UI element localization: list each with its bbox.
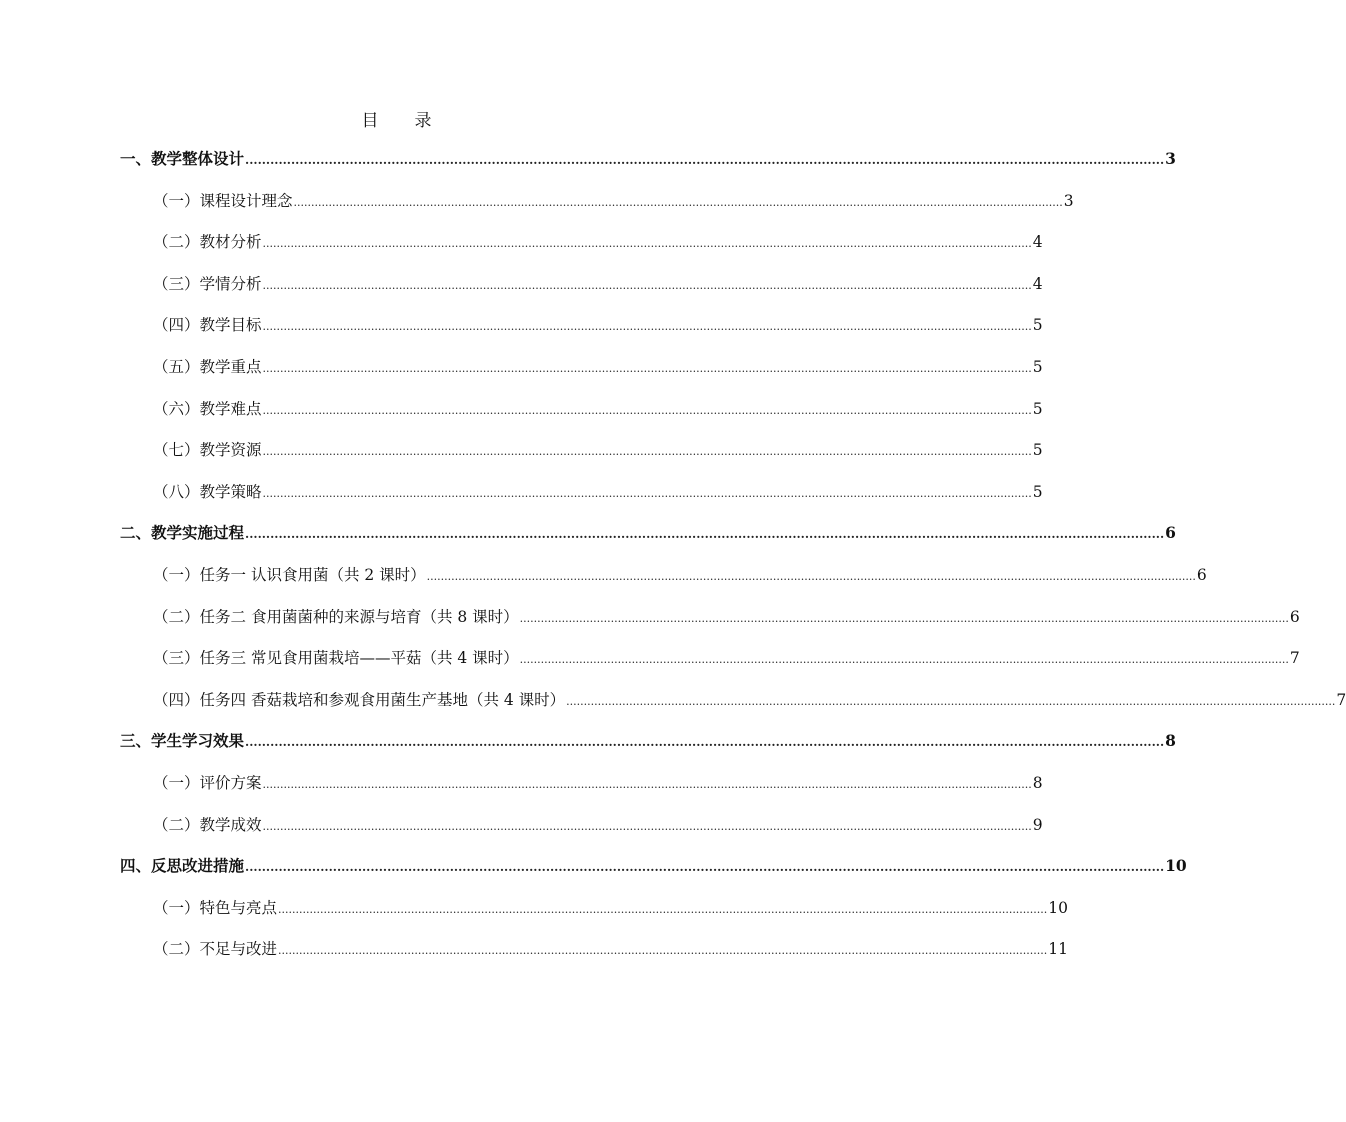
toc-leader-dots: ............................................................................................................................................................................................................................ <box>245 527 1165 542</box>
toc-section-entry[interactable] <box>153 605 1300 629</box>
toc-entry-page: 5 <box>1032 482 1043 501</box>
toc-entry-number: （二） <box>153 607 200 626</box>
toc-entry-page: 3 <box>1165 149 1176 168</box>
toc-entry-number: （二） <box>153 815 200 834</box>
toc-section-entry[interactable] <box>153 563 1207 587</box>
toc-leader-dots: ............................................................................................................................................................................................................................ <box>262 278 1032 292</box>
toc-entry-label: 教学重点 <box>199 358 262 376</box>
toc-entry-label: 反思改进措施 <box>151 856 245 876</box>
toc-entry-page: 11 <box>1048 940 1069 959</box>
toc-entry-label: 教材分析 <box>199 233 262 252</box>
toc-section-entry[interactable] <box>153 480 1043 504</box>
toc-leader-dots: ............................................................................................................................................................................................................................ <box>262 403 1032 417</box>
toc-section-entry[interactable] <box>153 813 1043 837</box>
toc-entry-page: 5 <box>1032 441 1043 460</box>
toc-section-entry[interactable] <box>153 771 1043 795</box>
toc-section-entry[interactable] <box>153 189 1074 213</box>
toc-entry-number: （二） <box>153 940 200 959</box>
toc-leader-dots: ............................................................................................................................................................................................................................ <box>278 944 1048 958</box>
toc-section-entry[interactable] <box>153 272 1043 296</box>
toc-section-entry[interactable] <box>153 230 1043 254</box>
toc-chapter-entry[interactable] <box>120 854 1187 878</box>
toc-leader-dots: ............................................................................................................................................................................................................................ <box>245 153 1165 167</box>
toc-entry-number: （一） <box>153 566 200 584</box>
toc-entry-label: 教学目标 <box>199 316 262 335</box>
toc-entry-page: 10 <box>1165 856 1187 876</box>
toc-entry-label: 学情分析 <box>199 274 262 293</box>
toc-entry-page: 5 <box>1032 399 1043 418</box>
toc-entry-number: （三） <box>153 649 200 668</box>
toc-entry-number: （二） <box>153 233 200 252</box>
toc-leader-dots: ............................................................................................................................................................................................................................ <box>262 486 1032 500</box>
toc-entry-label: 特色与亮点 <box>199 898 278 917</box>
toc-entry-label: 教学整体设计 <box>151 149 245 168</box>
toc-title-right: 录 <box>414 111 432 131</box>
toc-entry-label: 教学策略 <box>199 482 262 501</box>
toc-entry-page: 6 <box>1196 566 1207 584</box>
toc-entry-number: （一） <box>153 898 200 917</box>
toc-entry-label: 不足与改进 <box>199 940 278 959</box>
toc-leader-dots: ............................................................................................................................................................................................................................ <box>519 611 1289 625</box>
toc-entry-number: 一、 <box>120 149 152 168</box>
toc-leader-dots: ............................................................................................................................................................................................................................ <box>519 653 1289 667</box>
toc-entry-number: 三、 <box>120 731 152 751</box>
toc-leader-dots: ............................................................................................................................................................................................................................ <box>293 195 1063 209</box>
toc-entry-label: 教学难点 <box>199 399 262 418</box>
toc-entry-label: 教学资源 <box>199 441 262 460</box>
toc-entry-label: 课程设计理念 <box>199 191 293 210</box>
toc-entry-number: （七） <box>153 441 200 460</box>
toc-section-entry[interactable] <box>153 688 1346 712</box>
toc-entry-label: 任务一 认识食用菌（共 2 课时） <box>199 566 426 584</box>
toc-leader-dots: ............................................................................................................................................................................................................................ <box>262 445 1032 459</box>
toc-chapter-entry[interactable] <box>120 147 1176 171</box>
toc-entry-page: 7 <box>1289 649 1300 668</box>
toc-leader-dots: ............................................................................................................................................................................................................................ <box>566 694 1336 708</box>
toc-section-entry[interactable] <box>153 896 1069 920</box>
toc-entry-number: （六） <box>153 399 200 418</box>
toc-entry-page: 10 <box>1048 898 1069 917</box>
toc-section-entry[interactable] <box>153 397 1043 421</box>
toc-entry-number: （四） <box>153 316 200 335</box>
toc-leader-dots: ............................................................................................................................................................................................................................ <box>278 902 1048 916</box>
toc-entry-number: （一） <box>153 774 200 792</box>
toc-section-entry[interactable] <box>153 313 1043 337</box>
toc-entry-number: （一） <box>153 191 200 210</box>
toc-entry-page: 7 <box>1336 690 1346 709</box>
toc-entry-page: 3 <box>1063 191 1074 210</box>
toc-leader-dots: ............................................................................................................................................................................................................................ <box>262 362 1032 375</box>
toc-leader-dots: ............................................................................................................................................................................................................................ <box>245 735 1165 750</box>
toc-leader-dots: ............................................................................................................................................................................................................................ <box>262 819 1032 833</box>
toc-section-entry[interactable] <box>153 937 1069 961</box>
toc-chapter-entry[interactable] <box>120 521 1176 545</box>
toc-entry-label: 评价方案 <box>199 774 262 792</box>
toc-entry-number: （三） <box>153 274 200 293</box>
toc-entry-label: 教学成效 <box>199 815 262 834</box>
toc-entry-number: （五） <box>153 358 200 376</box>
toc-entry-page: 8 <box>1165 731 1176 751</box>
toc-section-entry[interactable] <box>153 646 1300 670</box>
toc-entry-label: 教学实施过程 <box>151 523 245 543</box>
toc-chapter-entry[interactable] <box>120 729 1176 753</box>
toc-entry-label: 任务三 常见食用菌栽培——平菇（共 4 课时） <box>199 649 519 668</box>
toc-section-entry[interactable] <box>153 355 1043 379</box>
toc-title <box>0 106 793 131</box>
toc-leader-dots: ............................................................................................................................................................................................................................ <box>262 778 1032 791</box>
toc-entry-page: 4 <box>1032 233 1043 252</box>
toc-leader-dots: ............................................................................................................................................................................................................................ <box>245 860 1165 875</box>
toc-leader-dots: ............................................................................................................................................................................................................................ <box>262 320 1032 334</box>
toc-entry-number: 四、 <box>120 856 152 876</box>
toc-entry-page: 8 <box>1032 774 1043 792</box>
toc-title-left: 目 <box>361 111 379 131</box>
toc-section-entry[interactable] <box>153 438 1043 462</box>
toc-entry-page: 5 <box>1032 316 1043 335</box>
toc-entry-number: （八） <box>153 482 200 501</box>
toc-entry-page: 6 <box>1289 607 1300 626</box>
toc-entry-label: 学生学习效果 <box>151 731 245 751</box>
toc-entry-page: 4 <box>1032 274 1043 293</box>
toc-entry-label: 任务四 香菇栽培和参观食用菌生产基地（共 4 课时） <box>199 690 566 709</box>
toc-entry-page: 9 <box>1032 815 1043 834</box>
toc-entry-number: （四） <box>153 690 200 709</box>
toc-leader-dots: ............................................................................................................................................................................................................................ <box>426 570 1196 583</box>
toc-entry-number: 二、 <box>120 523 152 543</box>
toc-entry-label: 任务二 食用菌菌种的来源与培育（共 8 课时） <box>199 607 519 626</box>
toc-entry-page: 5 <box>1032 358 1043 376</box>
toc-leader-dots: ............................................................................................................................................................................................................................ <box>262 237 1032 251</box>
toc-entry-page: 6 <box>1165 523 1176 543</box>
